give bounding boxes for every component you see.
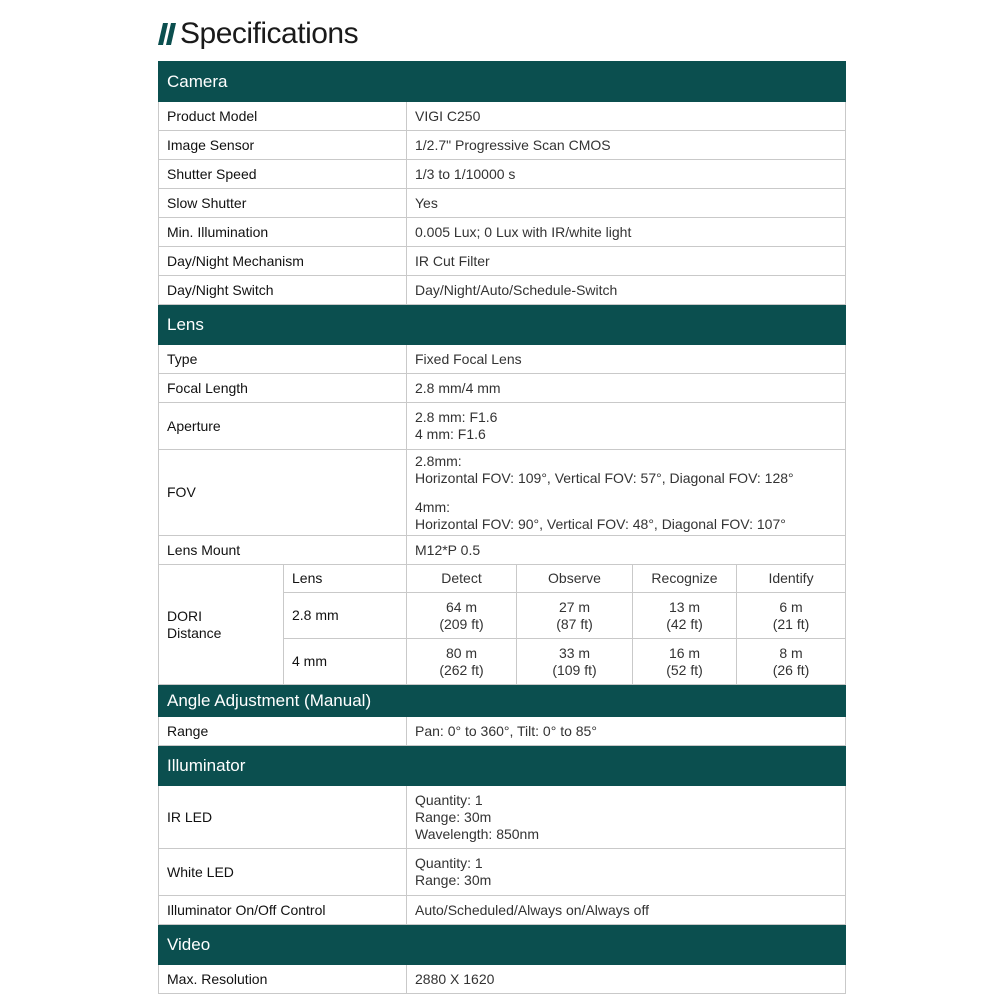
dori-identify-cell — [737, 639, 846, 685]
dori-lens-cell: 4 mm — [284, 639, 407, 685]
value-line: Range: 30m — [415, 872, 492, 888]
distance-m: 27 m — [558, 598, 591, 615]
spec-value: VIGI C250 — [407, 102, 846, 131]
dori-col-lens: Lens — [284, 565, 407, 593]
spec-label: Min. Illumination — [159, 218, 407, 247]
spec-label: Type — [159, 345, 407, 374]
spec-value — [407, 450, 846, 536]
spec-row-illuminator-control — [159, 896, 846, 925]
dori-label-line: Distance — [167, 624, 222, 641]
spec-label: FOV — [159, 450, 407, 536]
spec-label: IR LED — [159, 786, 407, 849]
value-line: Quantity: 1 — [415, 791, 483, 808]
spec-label: Focal Length — [159, 374, 407, 403]
distance-m: 16 m — [668, 644, 701, 661]
section-title: Video — [159, 925, 846, 965]
dori-col-recognize: Recognize — [633, 565, 737, 593]
spec-value: 1/2.7" Progressive Scan CMOS — [407, 131, 846, 160]
page-header — [158, 14, 358, 54]
spec-row-product-model — [159, 102, 846, 131]
dori-col-observe: Observe — [517, 565, 633, 593]
line-gap — [415, 487, 837, 499]
spec-label: Lens Mount — [159, 536, 407, 565]
distance-ft: (26 ft) — [772, 661, 810, 678]
value-line: 2.8mm: — [415, 452, 462, 469]
distance-m: 33 m — [558, 644, 591, 661]
value-line: 4 mm: F1.6 — [415, 426, 486, 442]
dori-detect-cell — [407, 639, 517, 685]
spec-row-range — [159, 717, 846, 746]
section-header-video — [159, 925, 846, 965]
value-line: Quantity: 1 — [415, 855, 483, 871]
spec-value: 2.8 mm/4 mm — [407, 374, 846, 403]
value-line: Horizontal FOV: 109°, Vertical FOV: 57°, Diagonal FOV: 128° — [415, 469, 794, 486]
spec-value: Yes — [407, 189, 846, 218]
section-title: Illuminator — [159, 746, 846, 786]
spec-row-aperture — [159, 403, 846, 450]
dori-recognize-cell — [633, 639, 737, 685]
spec-row-min-illumination — [159, 218, 846, 247]
spec-value: 1/3 to 1/10000 s — [407, 160, 846, 189]
section-header-lens — [159, 305, 846, 345]
spec-label: Illuminator On/Off Control — [159, 896, 407, 925]
spec-value — [407, 786, 846, 849]
distance-m: 80 m — [445, 644, 478, 661]
spec-value: 0.005 Lux; 0 Lux with IR/white light — [407, 218, 846, 247]
spec-label: Image Sensor — [159, 131, 407, 160]
value-line: 2.8 mm: F1.6 — [415, 409, 498, 425]
distance-ft: (87 ft) — [556, 615, 593, 632]
spec-label: Aperture — [159, 403, 407, 450]
value-line: 4mm: — [415, 498, 450, 515]
dori-col-identify: Identify — [737, 565, 846, 593]
spec-value: M12*P 0.5 — [407, 536, 846, 565]
spec-label: Day/Night Switch — [159, 276, 407, 305]
section-title: Angle Adjustment (Manual) — [159, 685, 846, 717]
distance-ft: (209 ft) — [439, 615, 484, 632]
spec-row-shutter-speed — [159, 160, 846, 189]
dori-identify-cell — [737, 593, 846, 639]
spec-row-white-led — [159, 849, 846, 896]
spec-value: 2880 X 1620 — [407, 965, 846, 994]
spec-label: Slow Shutter — [159, 189, 407, 218]
page-title: Specifications — [180, 17, 359, 50]
dori-label-line: DORI — [167, 607, 202, 624]
specifications-table — [158, 61, 846, 994]
distance-m: 8 m — [779, 644, 803, 661]
value-line: Range: 30m — [415, 808, 492, 825]
spec-row-image-sensor — [159, 131, 846, 160]
dori-col-detect: Detect — [407, 565, 517, 593]
distance-ft: (262 ft) — [439, 661, 484, 678]
section-header-angle-adjustment — [159, 685, 846, 717]
double-slash-icon — [158, 23, 176, 45]
spec-value: Auto/Scheduled/Always on/Always off — [407, 896, 846, 925]
dori-header-row — [159, 565, 846, 593]
spec-value: Day/Night/Auto/Schedule-Switch — [407, 276, 846, 305]
spec-label: Range — [159, 717, 407, 746]
section-title: Lens — [159, 305, 846, 345]
dori-lens-cell: 2.8 mm — [284, 593, 407, 639]
spec-row-day-night-mechanism — [159, 247, 846, 276]
spec-row-day-night-switch — [159, 276, 846, 305]
spec-row-type — [159, 345, 846, 374]
dori-observe-cell — [517, 593, 633, 639]
distance-m: 6 m — [779, 598, 803, 615]
distance-ft: (21 ft) — [772, 615, 810, 632]
spec-row-focal-length — [159, 374, 846, 403]
section-header-camera — [159, 62, 846, 102]
spec-value: IR Cut Filter — [407, 247, 846, 276]
spec-label: Shutter Speed — [159, 160, 407, 189]
spec-label: White LED — [159, 849, 407, 896]
spec-label: Product Model — [159, 102, 407, 131]
distance-m: 13 m — [668, 598, 701, 615]
spec-row-max-resolution — [159, 965, 846, 994]
value-line: Wavelength: 850nm — [415, 825, 539, 842]
distance-m: 64 m — [445, 598, 478, 615]
spec-value: Pan: 0° to 360°, Tilt: 0° to 85° — [407, 717, 846, 746]
spec-value — [407, 849, 846, 896]
dori-detect-cell — [407, 593, 517, 639]
dori-observe-cell — [517, 639, 633, 685]
spec-label: Day/Night Mechanism — [159, 247, 407, 276]
spec-row-ir-led — [159, 786, 846, 849]
spec-row-slow-shutter — [159, 189, 846, 218]
section-header-illuminator — [159, 746, 846, 786]
distance-ft: (52 ft) — [666, 661, 703, 678]
dori-recognize-cell — [633, 593, 737, 639]
spec-row-lens-mount — [159, 536, 846, 565]
spec-row-fov — [159, 450, 846, 536]
spec-label: Max. Resolution — [159, 965, 407, 994]
spec-value — [407, 403, 846, 450]
distance-ft: (109 ft) — [552, 661, 597, 678]
section-title: Camera — [159, 62, 846, 102]
dori-label — [159, 565, 284, 685]
distance-ft: (42 ft) — [666, 615, 703, 632]
value-line: Horizontal FOV: 90°, Vertical FOV: 48°, Diagonal FOV: 107° — [415, 515, 786, 532]
spec-value: Fixed Focal Lens — [407, 345, 846, 374]
